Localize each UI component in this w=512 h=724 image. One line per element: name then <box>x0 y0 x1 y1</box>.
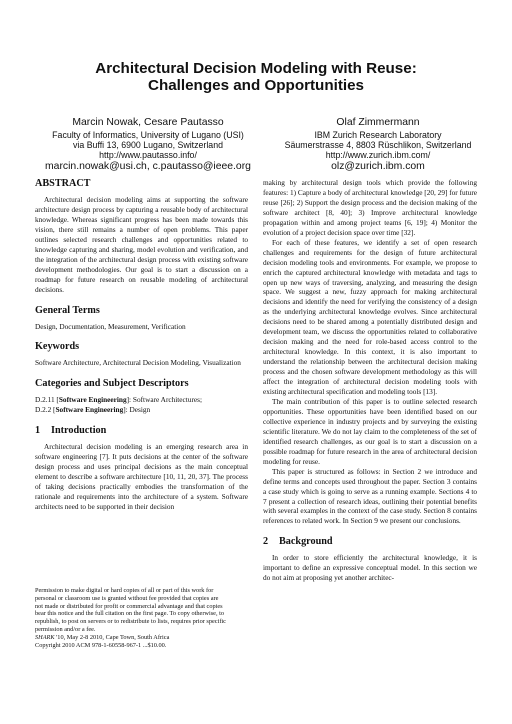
intro-paragraph-1-cont: making by architectural design tools which provide the following features: 1) Capture a body of architectural knowledge [20, 29] for future reuse [26]; 2) Support the design process and the decision making of the software architect [8, 40]; 3) Improve architectural knowledge propagation within and among project teams [6, 19]; 4) Monitor the evolution of a project decision space over time [32]. <box>263 178 477 237</box>
author-email[interactable]: olz@zurich.ibm.com <box>331 160 425 172</box>
abstract-heading: ABSTRACT <box>35 178 91 189</box>
intro-paragraph-4: This paper is structured as follows: in Section 2 we introduce and define terms and concepts used throughout the paper. Section 3 contains a case study which is going to serve as a running example. Sections 4 to 7 present a collection of research ideas, outlining their potential benefits with several examples in the context of the case study. Section 8 contains references to related work. In Section 9 we present our conclusions. <box>263 466 477 526</box>
categories-text: D.2.11 [Software Engineering]: Software Architectures; D.2.2 [Software Engineering]: Design <box>35 395 202 415</box>
author-address: Säumerstrasse 4, 8803 Rüschlikon, Switzerland <box>284 140 472 151</box>
categories-heading: Categories and Subject Descriptors <box>35 378 189 390</box>
left-column <box>35 178 248 512</box>
copyright-footnote: Permission to make digital or hard copies of all or part of this work for personal or classroom use is granted without fee provided that copies are not made or distributed for profit or commercial advantage and that copies bear this notice and the full citation on the first page. To copy otherwise, to republish, to post on servers or to redistribute to lists, requires prior specific permission and/or a fee. SHARK '10, May 2-8 2010, Cape Town, South Africa Copyright 2010 ACM 978-1-60558-967-1 ...$10.00. <box>35 587 226 649</box>
keywords-text: Software Architecture, Architectural Decision Modeling, Visualization <box>35 358 241 368</box>
background-paragraph-1: In order to store efficiently the architectural knowledge, it is important to define an expressive conceptual model. In this section we do not aim at proposing yet another architec- <box>263 553 477 583</box>
section-heading-introduction: 1 Introduction <box>35 425 107 437</box>
author-block-left <box>26 117 270 173</box>
title-line-1: Architectural Decision Modeling with Reuse: <box>95 60 417 77</box>
author-url[interactable]: http://www.pautasso.info/ <box>99 150 197 161</box>
intro-paragraph-2: For each of these features, we identify a set of open research challenges and requirements for the design of future architectural decision modeling tools and environments. For example, we propose to enrich the captured architectural knowledge with metadata and tags to open up new ways of traversing, analyzing, and measuring the design space. We suggest a new, fuzzy approach for making architectural decisions and identify the need for verifying the consistency of a design as the underlying architectural knowledge evolves. Since architectural decisions need to be shared among a potentially distributed design and development team, we discuss the opportunities related to collaborative decision making and the need for role-based access control to the architectural knowledge. In this context, it is also important to understand the relationship between the architectural decision making process and the chosen software development methodology as this will affect the integration of architectural decision modeling tools with existing architectural specification and modeling tools [13]. <box>263 237 477 397</box>
intro-paragraph-3: The main contribution of this paper is to outline selected research opportunities. These opportunities have been identified based on our collective experience in industry projects and by surveying the existing scientific literature. We do not lay claim to the completeness of the set of identified research challenges, as our goal is to start a discussion on a possible roadmap for future research in the area of architectural decision modeling for reuse. <box>263 396 477 466</box>
general-terms-text: Design, Documentation, Measurement, Verification <box>35 321 186 331</box>
title-line-2: Challenges and Opportunities <box>147 77 365 94</box>
general-terms-heading: General Terms <box>35 304 100 316</box>
author-affiliation: Faculty of Informatics, University of Lugano (USI) <box>52 130 244 140</box>
section-heading-background: 2 Background <box>263 536 333 548</box>
abstract-text: Architectural decision modeling aims at supporting the software architecture design process by capturing a reusable body of architectural knowledge. Whereas significant progress has been made towards this vision, there still remains a number of open problems. This paper outlines selected research challenges and opportunities related to knowledge capturing and sharing, model evolution and verification, and the integration of the architectural design process with existing software development methodologies. Our goal is to start a discussion on a roadmap for future research on reusable modeling of architectural decisions. <box>35 195 248 294</box>
author-url[interactable]: http://www.zurich.ibm.com/ <box>325 150 431 161</box>
author-affiliation: IBM Zurich Research Laboratory <box>314 130 442 140</box>
author-address: via Buffi 13, 6900 Lugano, Switzerland <box>73 140 223 151</box>
intro-paragraph-1: Architectural decision modeling is an emerging research area in software engineering [7]. It puts decisions at the center of the software design process and uses principal decisions as the main conceptual element to describe a software architecture [10, 11, 20, 37]. The process of taking decisions practically embodies the transformation of the rationale and requirements into the architecture of a system. Software architects need to be supported in their decision <box>35 442 248 512</box>
author-block-right <box>270 117 486 173</box>
right-column <box>263 178 477 583</box>
author-names: Marcin Nowak, Cesare Pautasso <box>72 117 224 128</box>
paper-title <box>40 60 472 94</box>
author-names: Olaf Zimmermann <box>336 117 420 128</box>
author-email[interactable]: marcin.nowak@usi.ch, c.pautasso@ieee.org <box>45 160 251 172</box>
keywords-heading: Keywords <box>35 341 80 353</box>
